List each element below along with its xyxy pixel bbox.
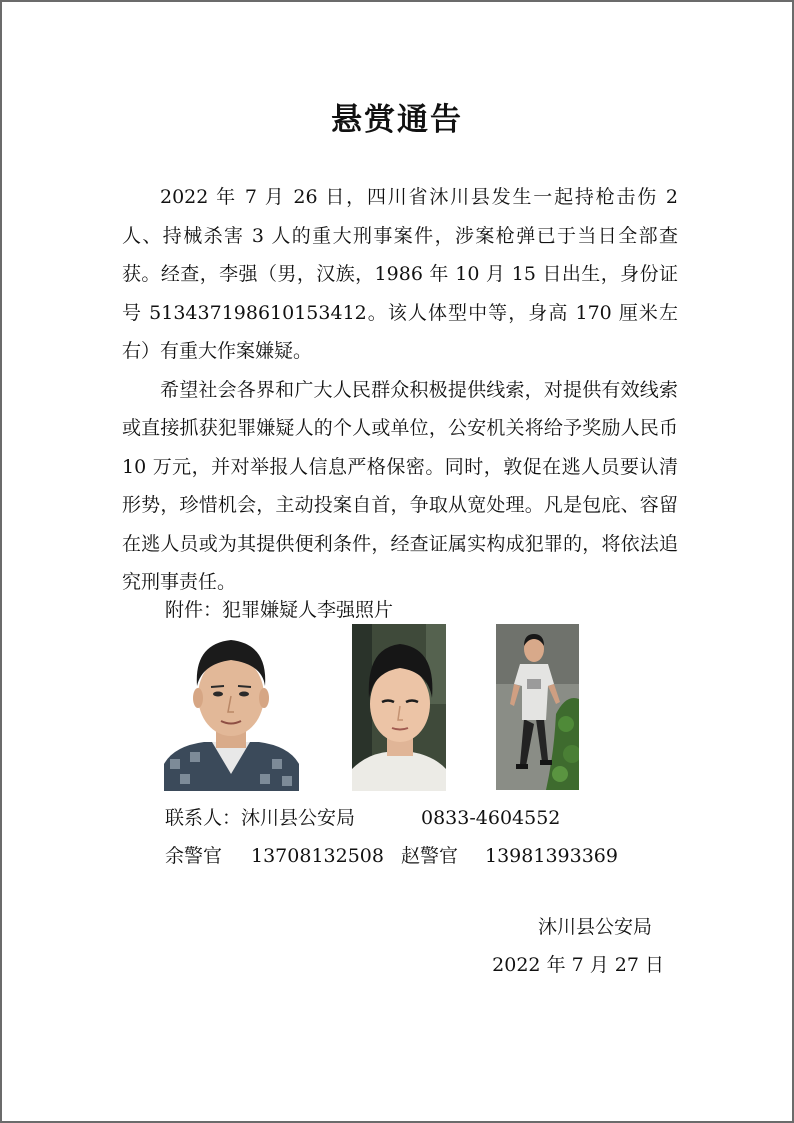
contact-label: 联系人：沐川县公安局 [165, 807, 356, 829]
officer1-name: 余警官 [165, 845, 223, 867]
officer2-name: 赵警官 [401, 845, 459, 867]
paragraph-reward: 希望社会各界和广大人民群众积极提供线索，对提供有效线索或直接抓获犯罪嫌疑人的个人或单位，公安机关将给予奖励人民币 10 万元，并对举报人信息严格保密。同时，敦促在逃人员要认清形势，珍惜机会，主动投案自首，争取从宽处理。凡是包庇、容留在逃人员或为其提供便利条件，经查证属实构成犯罪的，将依法追究刑事责任。 [122, 378, 678, 593]
attachment-label: 附件：犯罪嫌疑人李强照片 [165, 599, 394, 621]
contact-row-officers [165, 841, 618, 868]
officer1-phone: 13708132508 [251, 845, 384, 867]
contact-row-station [165, 803, 560, 830]
contact-phone: 0833-4604552 [421, 807, 561, 829]
page-title: 悬赏通告 [331, 102, 463, 138]
suspect-photo-closeup [352, 624, 446, 791]
suspect-photo-fullbody [496, 624, 579, 790]
officer2-phone: 13981393369 [485, 845, 618, 867]
signature-date: 2022 年 7 月 27 日 [492, 954, 664, 976]
suspect-photo-id-portrait [164, 624, 299, 791]
paragraph-case: 2022 年 7 月 26 日，四川省沐川县发生一起持枪击伤 2 人、持械杀害 3 人的重大刑事案件，涉案枪弹已于当日全部查获。经查，李强（男，汉族，1986 年 10 月 15 日出生，身份证号 513437198610153412。该人体型中等，身高 170 厘米左右）有重大作案嫌疑。 [122, 186, 678, 362]
notice-body [122, 178, 678, 602]
signature-org: 沐川县公安局 [537, 916, 652, 938]
